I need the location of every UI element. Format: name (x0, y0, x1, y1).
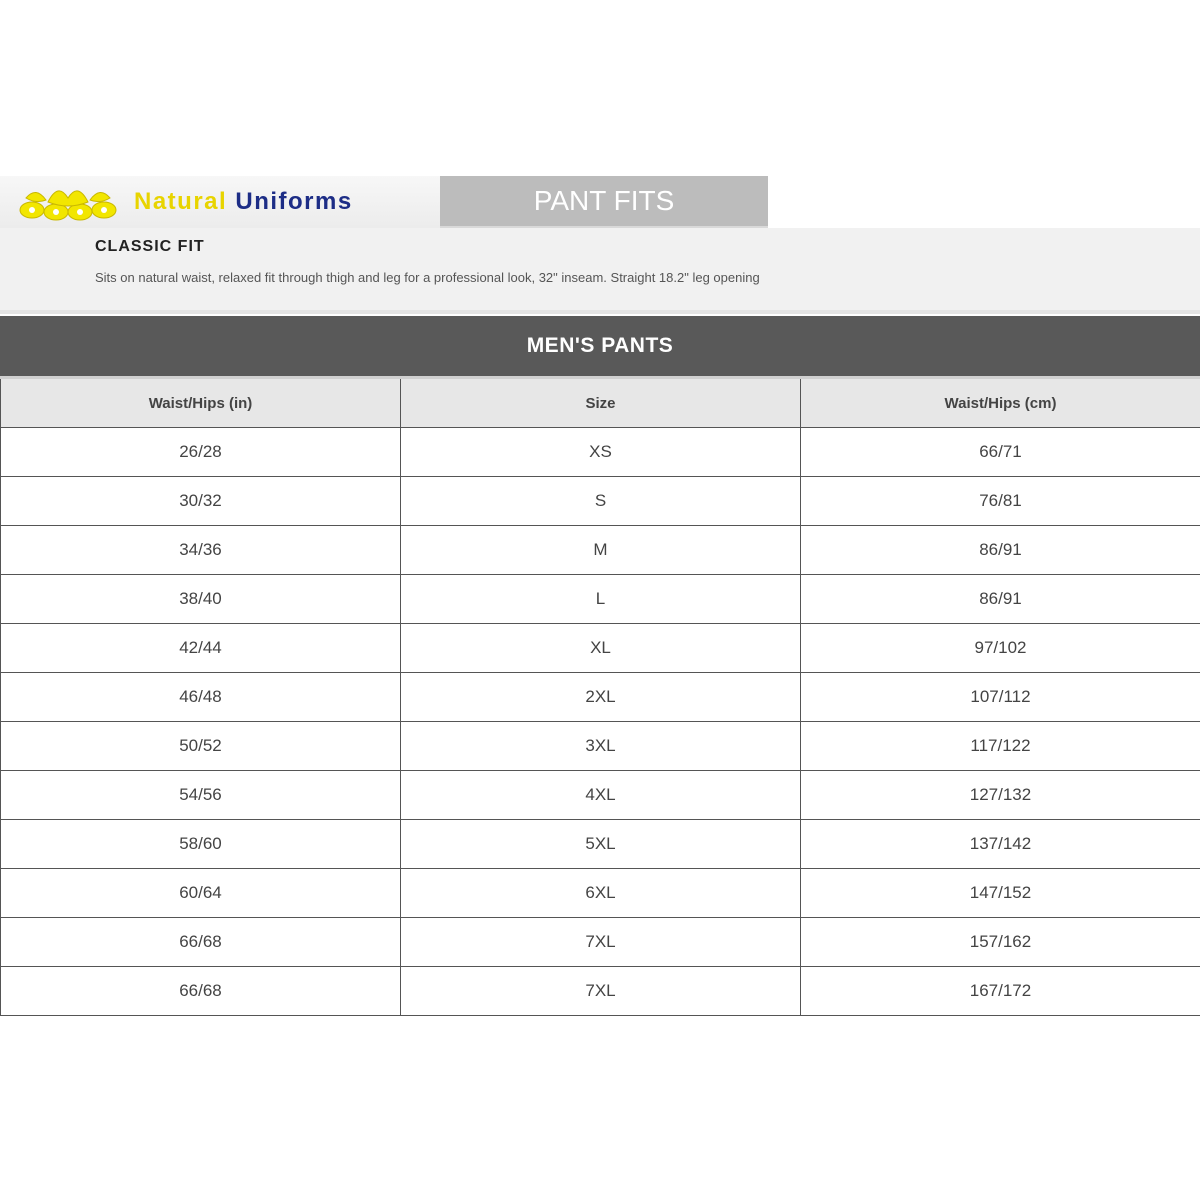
header-size: Size (401, 378, 801, 428)
cell-waist-hips-cm: 157/162 (801, 918, 1200, 967)
cell-waist-hips-in: 50/52 (1, 722, 401, 771)
fit-title: CLASSIC FIT (95, 238, 205, 255)
cell-waist-hips-in: 46/48 (1, 673, 401, 722)
cell-waist-hips-cm: 147/152 (801, 869, 1200, 918)
cell-waist-hips-cm: 86/91 (801, 526, 1200, 575)
cell-waist-hips-in: 66/68 (1, 918, 401, 967)
table-row (1, 771, 1200, 820)
cell-waist-hips-in: 58/60 (1, 820, 401, 869)
table-row (1, 967, 1200, 1016)
cell-waist-hips-cm: 137/142 (801, 820, 1200, 869)
pant-fits-banner: PANT FITS (440, 176, 768, 228)
table-row (1, 918, 1200, 967)
table-row (1, 820, 1200, 869)
table-row (1, 673, 1200, 722)
table-row (1, 428, 1200, 477)
cell-waist-hips-cm: 76/81 (801, 477, 1200, 526)
header-waist-hips-cm: Waist/Hips (cm) (801, 378, 1200, 428)
cell-waist-hips-in: 66/68 (1, 967, 401, 1016)
fit-description: Sits on natural waist, relaxed fit through thigh and leg for a professional look, 32" inseam. Straight 18.2" leg opening (95, 270, 760, 285)
cell-waist-hips-cm: 167/172 (801, 967, 1200, 1016)
brand-name-natural: Natural (134, 188, 228, 215)
table-title: MEN'S PANTS (0, 316, 1200, 376)
cell-waist-hips-in: 30/32 (1, 477, 401, 526)
brand-logo (0, 176, 440, 228)
header-waist-hips-in: Waist/Hips (in) (1, 378, 401, 428)
cell-size: 7XL (401, 967, 801, 1016)
cell-size: 3XL (401, 722, 801, 771)
cell-waist-hips-in: 26/28 (1, 428, 401, 477)
brand-name-uniforms: Uniforms (235, 188, 353, 215)
size-chart-table (0, 376, 1200, 1016)
cell-waist-hips-in: 42/44 (1, 624, 401, 673)
cell-size: L (401, 575, 801, 624)
fit-description-section (0, 228, 1200, 314)
cell-waist-hips-in: 38/40 (1, 575, 401, 624)
table-row (1, 869, 1200, 918)
cell-size: XS (401, 428, 801, 477)
header-bar (0, 176, 1200, 228)
cell-size: 2XL (401, 673, 801, 722)
cell-size: 6XL (401, 869, 801, 918)
cell-waist-hips-in: 54/56 (1, 771, 401, 820)
table-row (1, 722, 1200, 771)
cell-size: S (401, 477, 801, 526)
cell-waist-hips-cm: 66/71 (801, 428, 1200, 477)
cell-waist-hips-cm: 117/122 (801, 722, 1200, 771)
cell-waist-hips-cm: 86/91 (801, 575, 1200, 624)
cell-size: M (401, 526, 801, 575)
cell-waist-hips-in: 60/64 (1, 869, 401, 918)
table-row (1, 477, 1200, 526)
table-header-row (1, 378, 1200, 428)
lotus-logo-icon (18, 180, 118, 224)
cell-size: XL (401, 624, 801, 673)
table-row (1, 575, 1200, 624)
table-row (1, 526, 1200, 575)
cell-waist-hips-cm: 107/112 (801, 673, 1200, 722)
cell-waist-hips-in: 34/36 (1, 526, 401, 575)
cell-size: 4XL (401, 771, 801, 820)
cell-size: 7XL (401, 918, 801, 967)
brand-name (134, 188, 353, 216)
cell-size: 5XL (401, 820, 801, 869)
cell-waist-hips-cm: 127/132 (801, 771, 1200, 820)
cell-waist-hips-cm: 97/102 (801, 624, 1200, 673)
table-row (1, 624, 1200, 673)
